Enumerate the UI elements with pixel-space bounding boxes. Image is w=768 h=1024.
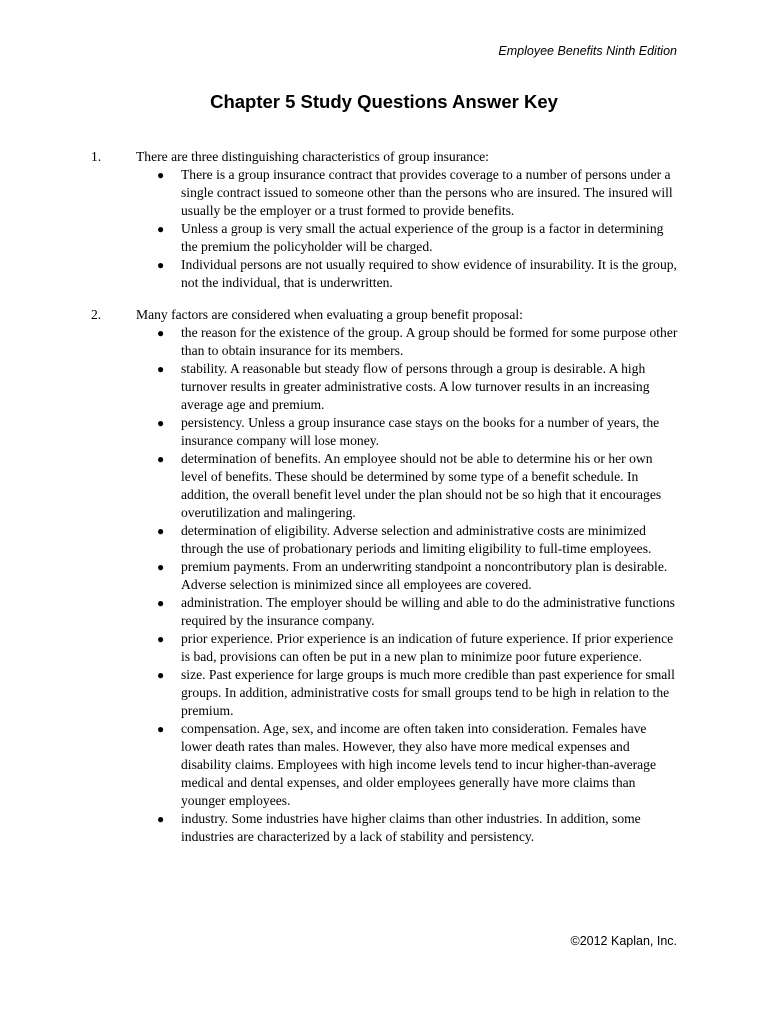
bullet-item — [157, 720, 678, 810]
bullet-text: determination of benefits. An employee should not be able to determine his or her own level of benefits. These should be determined by some type of a benefit schedule. In addition, the overall benefit level under the plan should not be so high that it encourages overutilization and malingering. — [181, 451, 662, 520]
bullet-dot-icon: ● — [157, 668, 165, 682]
bullet-text: administration. The employer should be willing and able to do the administrative functions required by the insurance company. — [181, 595, 675, 628]
bullet-item — [157, 166, 678, 220]
bullet-item — [157, 666, 678, 720]
bullet-dot-icon: ● — [157, 722, 165, 736]
bullet-item — [157, 558, 678, 594]
bullet-list — [0, 324, 768, 846]
bullet-text: industry. Some industries have higher claims than other industries. In addition, some industries are characterized by a lack of stability and persistency. — [181, 811, 641, 844]
bullet-item — [157, 360, 678, 414]
bullet-dot-icon: ● — [157, 258, 165, 272]
copyright-footer: ©2012 Kaplan, Inc. — [570, 934, 677, 948]
question-item — [0, 148, 768, 292]
question-number: 2. — [91, 307, 102, 322]
bullet-text: premium payments. From an underwriting standpoint a noncontributory plan is desirable. Adverse selection is minimized since all employees are covered. — [181, 559, 668, 592]
bullet-item — [157, 522, 678, 558]
bullet-dot-icon: ● — [157, 632, 165, 646]
bullet-text: determination of eligibility. Adverse selection and administrative costs are minimized through the use of probationary periods and limiting eligibility to full-time employees. — [181, 523, 652, 556]
bullet-dot-icon: ● — [157, 222, 165, 236]
bullet-dot-icon: ● — [157, 596, 165, 610]
bullet-text: compensation. Age, sex, and income are often taken into consideration. Females have lower death rates than males. However, they also have more medical expenses and disability claims. Employees with high income levels tend to incur higher-than-average medical and dental expenses, and older employees generally have more claims than younger employees. — [181, 721, 656, 808]
bullet-text: persistency. Unless a group insurance case stays on the books for a number of years, the insurance company will lose money. — [181, 415, 660, 448]
bullet-item — [157, 324, 678, 360]
bullet-dot-icon: ● — [157, 560, 165, 574]
bullet-dot-icon: ● — [157, 812, 165, 826]
bullet-text: the reason for the existence of the group. A group should be formed for some purpose other than to obtain insurance for its members. — [181, 325, 678, 358]
bullet-dot-icon: ● — [157, 326, 165, 340]
page-title: Chapter 5 Study Questions Answer Key — [210, 91, 558, 112]
bullet-text: Individual persons are not usually required to show evidence of insurability. It is the group, not the individual, that is underwritten. — [181, 257, 677, 290]
bullet-dot-icon: ● — [157, 416, 165, 430]
bullet-text: size. Past experience for large groups is much more credible than past experience for small groups. In addition, administrative costs for small groups tend to be high in relation to the premium. — [181, 667, 675, 718]
bullet-dot-icon: ● — [157, 362, 165, 376]
bullet-dot-icon: ● — [157, 452, 165, 466]
answer-list — [0, 148, 768, 860]
bullet-item — [157, 810, 678, 846]
question-number: 1. — [91, 149, 102, 164]
bullet-text: prior experience. Prior experience is an indication of future experience. If prior experience is bad, provisions can often be put in a new plan to minimize poor future experience. — [181, 631, 674, 664]
bullet-text: stability. A reasonable but steady flow of persons through a group is desirable. A high turnover results in greater administrative costs. A low turnover results in an increasing average age and premium. — [181, 361, 650, 412]
bullet-dot-icon: ● — [157, 168, 165, 182]
bullet-item — [157, 256, 678, 292]
bullet-item — [157, 630, 678, 666]
bullet-item — [157, 450, 678, 522]
bullet-item — [157, 414, 678, 450]
running-header: Employee Benefits Ninth Edition — [498, 44, 677, 58]
bullet-list — [0, 166, 768, 292]
bullet-item — [157, 594, 678, 630]
question-intro: There are three distinguishing characteristics of group insurance: — [136, 149, 489, 164]
bullet-text: Unless a group is very small the actual experience of the group is a factor in determining the premium the policyholder will be charged. — [181, 221, 664, 254]
bullet-dot-icon: ● — [157, 524, 165, 538]
bullet-item — [157, 220, 678, 256]
question-item — [0, 306, 768, 846]
bullet-text: There is a group insurance contract that provides coverage to a number of persons under a single contract issued to someone other than the persons who are insured. The insured will usually be the employer or a trust formed to provide benefits. — [181, 167, 673, 218]
question-intro: Many factors are considered when evaluating a group benefit proposal: — [136, 307, 523, 322]
